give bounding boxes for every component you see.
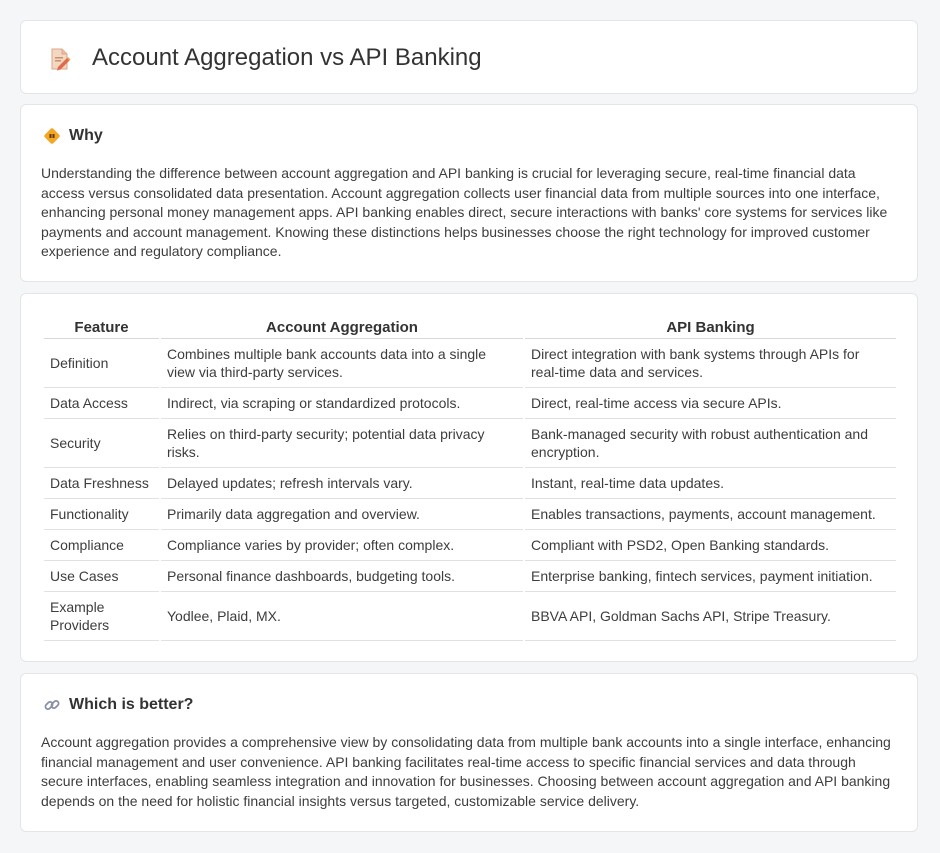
table-row bbox=[44, 468, 896, 499]
why-heading: Why bbox=[69, 127, 103, 144]
feature-cell: Definition bbox=[44, 339, 159, 388]
feature-cell: Use Cases bbox=[44, 561, 159, 592]
which-heading: Which is better? bbox=[69, 696, 194, 713]
comparison-table bbox=[42, 314, 898, 641]
feature-cell: Data Access bbox=[44, 388, 159, 419]
column-header-account-aggregation: Account Aggregation bbox=[161, 314, 523, 339]
api-banking-cell: Compliant with PSD2, Open Banking standards. bbox=[525, 530, 896, 561]
comparison-table-card bbox=[20, 293, 918, 662]
table-row bbox=[44, 339, 896, 388]
account-aggregation-cell: Delayed updates; refresh intervals vary. bbox=[161, 468, 523, 499]
feature-cell: Data Freshness bbox=[44, 468, 159, 499]
account-aggregation-cell: Indirect, via scraping or standardized protocols. bbox=[161, 388, 523, 419]
feature-cell: Functionality bbox=[44, 499, 159, 530]
why-text: Understanding the difference between account aggregation and API banking is crucial for leveraging secure, real-time financial data access versus consolidated data presentation. Account aggregation collects user financial data from multiple sources into one interface, enhancing personal money management apps. API banking enables direct, secure interactions with banks' core systems for services like payments and account management. Knowing these distinctions helps businesses choose the right technology for improved customer experience and regulatory compliance. bbox=[41, 165, 888, 259]
column-header-feature: Feature bbox=[44, 314, 159, 339]
which-text: Account aggregation provides a comprehensive view by consolidating data from multiple bank accounts into a single interface, enhancing financial management and user convenience. API banking facilitates real-time access to specific financial services and data through secure interfaces, enabling seamless integration and innovation for businesses. Choosing between account aggregation and API banking depends on the need for holistic financial insights versus targeted, customizable service delivery. bbox=[41, 734, 891, 809]
feature-cell: Compliance bbox=[44, 530, 159, 561]
api-banking-cell: Direct integration with bank systems through APIs for real-time data and services. bbox=[525, 339, 896, 388]
account-aggregation-cell: Personal finance dashboards, budgeting tools. bbox=[161, 561, 523, 592]
account-aggregation-cell: Combines multiple bank accounts data into a single view via third-party services. bbox=[161, 339, 523, 388]
page-title: Account Aggregation vs API Banking bbox=[92, 44, 482, 71]
diamond-sign-icon bbox=[43, 127, 61, 145]
api-banking-cell: BBVA API, Goldman Sachs API, Stripe Treasury. bbox=[525, 592, 896, 641]
feature-cell: Example Providers bbox=[44, 592, 159, 641]
account-aggregation-cell: Relies on third-party security; potential data privacy risks. bbox=[161, 419, 523, 468]
table-row bbox=[44, 561, 896, 592]
feature-cell: Security bbox=[44, 419, 159, 468]
why-section bbox=[20, 104, 918, 282]
account-aggregation-cell: Yodlee, Plaid, MX. bbox=[161, 592, 523, 641]
account-aggregation-cell: Primarily data aggregation and overview. bbox=[161, 499, 523, 530]
account-aggregation-cell: Compliance varies by provider; often complex. bbox=[161, 530, 523, 561]
table-row bbox=[44, 388, 896, 419]
document-pencil-icon bbox=[49, 47, 71, 71]
which-better-section bbox=[20, 673, 918, 832]
api-banking-cell: Instant, real-time data updates. bbox=[525, 468, 896, 499]
which-heading-row bbox=[43, 696, 193, 714]
api-banking-cell: Enables transactions, payments, account management. bbox=[525, 499, 896, 530]
column-header-api-banking: API Banking bbox=[525, 314, 896, 339]
table-row bbox=[44, 530, 896, 561]
api-banking-cell: Bank-managed security with robust authentication and encryption. bbox=[525, 419, 896, 468]
table-header-row bbox=[44, 314, 896, 339]
api-banking-cell: Direct, real-time access via secure APIs. bbox=[525, 388, 896, 419]
table-row bbox=[44, 499, 896, 530]
why-heading-row bbox=[43, 127, 103, 145]
link-icon bbox=[43, 696, 61, 714]
table-row bbox=[44, 419, 896, 468]
api-banking-cell: Enterprise banking, fintech services, payment initiation. bbox=[525, 561, 896, 592]
table-row bbox=[44, 592, 896, 641]
title-card bbox=[20, 20, 918, 94]
